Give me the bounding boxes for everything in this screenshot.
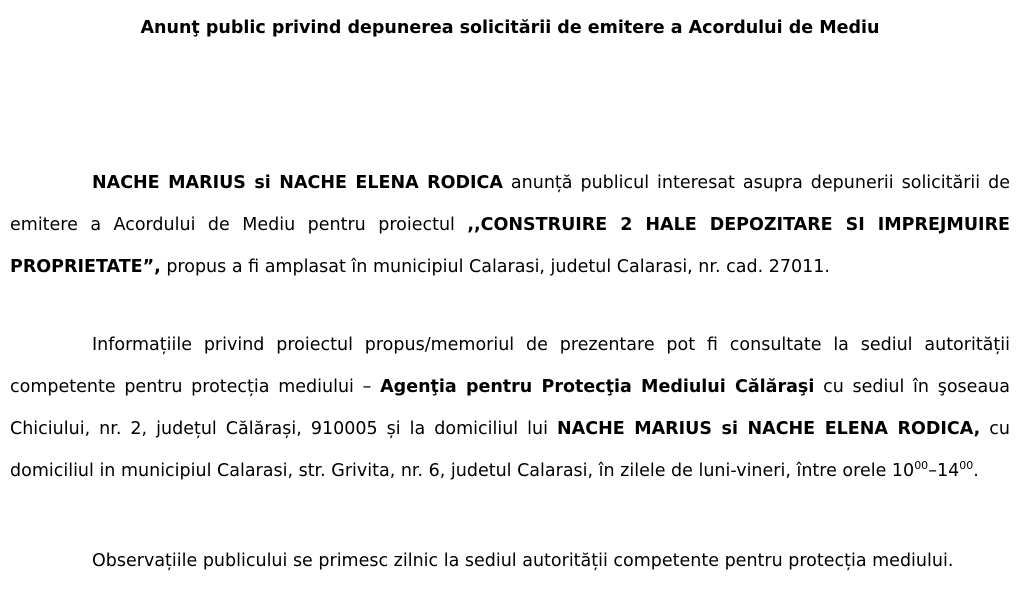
hour-separator: – bbox=[928, 461, 937, 481]
hour-start-minutes: 00 bbox=[914, 459, 929, 472]
sentence-end: . bbox=[973, 461, 979, 481]
paragraph-announcement bbox=[10, 162, 1010, 288]
opening-hours bbox=[892, 461, 979, 481]
paragraph-information bbox=[10, 324, 1010, 492]
agency-name: Agenţia pentru Protecţia Mediului Călăraşi bbox=[380, 377, 815, 397]
hour-end: 14 bbox=[936, 461, 960, 481]
project-name: ,,CONSTRUIRE 2 HALE DEPOZITARE SI IMPREJMUIRE PROPRIETATE”, bbox=[10, 215, 1010, 277]
location-text: propus a fi amplasat în municipiul Calarasi, judetul Calarasi, nr. cad. 27011. bbox=[160, 257, 830, 277]
hour-start: 10 bbox=[891, 461, 915, 481]
agency-address-text: cu sediul în şoseaua Chiciului, nr. 2, județul Călărași, 910005 și la domiciliul lui bbox=[10, 377, 1010, 439]
applicants-name-repeat: NACHE MARIUS si NACHE ELENA RODICA, bbox=[557, 419, 981, 439]
document-title: Anunţ public privind depunerea solicitării de emitere a Acordului de Mediu bbox=[140, 18, 880, 38]
domicile-text: cu domiciliul in municipiul Calarasi, str. Grivita, nr. 6, judetul Calarasi, în zilele de luni-vineri, între orele bbox=[10, 419, 1010, 481]
announcement-text: anunță publicul interesat asupra depunerii solicitării de emitere a Acordului de Mediu pentru proiectul bbox=[10, 173, 1010, 235]
paragraph-observations: Observațiile publicului se primesc zilnic la sediul autorității competente pentru protecția mediului. bbox=[92, 551, 954, 571]
information-text: Informațiile privind proiectul propus/memoriul de prezentare pot fi consultate la sediul autorității competente pentru protecția mediului – bbox=[10, 335, 1010, 397]
hour-end-minutes: 00 bbox=[959, 459, 974, 472]
applicants-name: NACHE MARIUS si NACHE ELENA RODICA bbox=[92, 173, 503, 193]
